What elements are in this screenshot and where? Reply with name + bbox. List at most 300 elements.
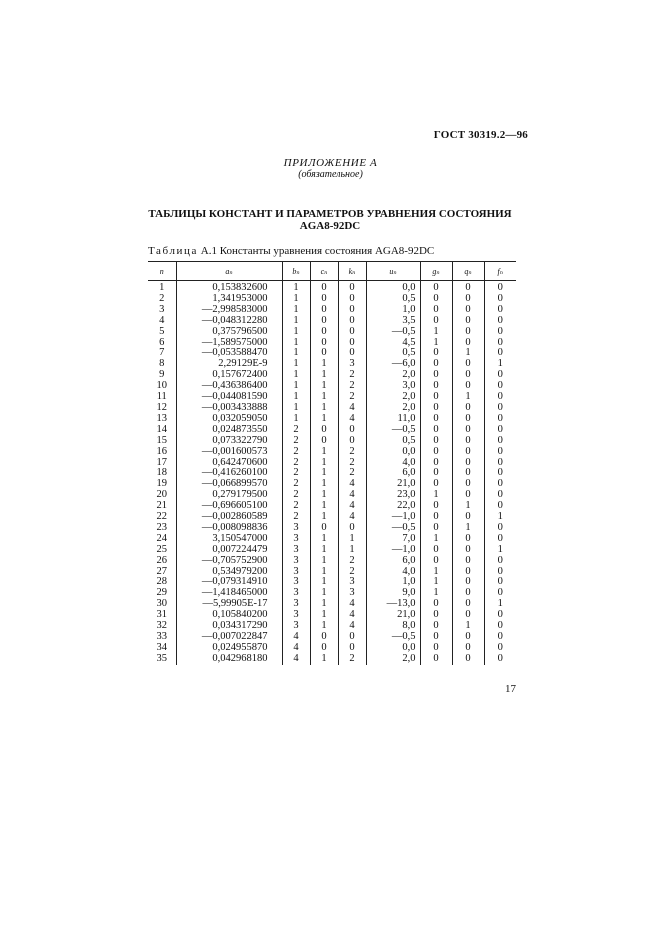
col-k-header: kₙ: [338, 262, 366, 281]
col-c-cell: 1: [310, 501, 338, 512]
col-u-cell: 6,0: [366, 556, 420, 567]
col-f-cell: 0: [484, 577, 516, 588]
table-row: [148, 534, 516, 545]
col-g-cell: 1: [420, 338, 452, 349]
col-n-cell: 17: [156, 456, 167, 468]
col-b-cell: 3: [282, 556, 310, 567]
col-u-cell: 4,0: [366, 567, 420, 578]
col-n-cell: 27: [156, 565, 167, 577]
col-q-cell: 1: [452, 501, 484, 512]
table-row: [148, 599, 516, 610]
table-row: [148, 436, 516, 447]
col-g-cell: 0: [420, 436, 452, 447]
col-u-cell: 2,0: [366, 370, 420, 381]
col-g-cell: 0: [420, 414, 452, 425]
col-b-cell: 3: [282, 534, 310, 545]
col-u-cell: 0,0: [366, 447, 420, 458]
col-n-cell: 29: [156, 587, 167, 599]
col-c-cell: 1: [310, 392, 338, 403]
col-g-header: gₙ: [420, 262, 452, 281]
col-f-cell: 0: [484, 447, 516, 458]
col-k-cell: 4: [338, 501, 366, 512]
col-c-cell: 0: [310, 425, 338, 436]
col-k-cell: 4: [338, 403, 366, 414]
table-row: [148, 632, 516, 643]
col-q-cell: 0: [452, 468, 484, 479]
col-g-cell: 1: [420, 567, 452, 578]
col-u-cell: 23,0: [366, 490, 420, 501]
col-f-cell: 0: [484, 425, 516, 436]
col-f-cell: 0: [484, 381, 516, 392]
col-f-cell: 0: [484, 327, 516, 338]
col-b-cell: 3: [282, 621, 310, 632]
col-k-cell: 2: [338, 556, 366, 567]
col-u-cell: 0,5: [366, 294, 420, 305]
col-g-cell: 0: [420, 403, 452, 414]
col-a-cell: —2,998583000: [176, 305, 282, 316]
col-b-cell: 2: [282, 468, 310, 479]
col-b-cell: 1: [282, 305, 310, 316]
col-n-header: n: [148, 262, 176, 281]
col-u-cell: —0,5: [366, 327, 420, 338]
col-n-cell: 34: [156, 641, 167, 653]
col-a-cell: —1,418465000: [176, 588, 282, 599]
col-b-cell: 3: [282, 567, 310, 578]
col-n-cell: 7: [159, 347, 165, 359]
col-f-cell: 0: [484, 501, 516, 512]
col-c-cell: 1: [310, 370, 338, 381]
col-u-cell: —0,5: [366, 632, 420, 643]
table-row: [148, 359, 516, 370]
col-f-cell: 0: [484, 316, 516, 327]
col-k-cell: 0: [338, 327, 366, 338]
col-g-cell: 0: [420, 370, 452, 381]
col-k-cell: 2: [338, 468, 366, 479]
col-b-cell: 2: [282, 490, 310, 501]
col-q-cell: 0: [452, 599, 484, 610]
table-caption-text: А.1 Константы уравнения состояния AGA8-92DC: [200, 245, 435, 257]
col-a-cell: 0,105840200: [176, 610, 282, 621]
col-g-cell: 0: [420, 632, 452, 643]
col-c-cell: 1: [310, 414, 338, 425]
col-b-cell: 1: [282, 327, 310, 338]
col-u-cell: 22,0: [366, 501, 420, 512]
col-c-cell: 0: [310, 436, 338, 447]
col-q-cell: 0: [452, 534, 484, 545]
col-a-cell: 0,534979200: [176, 567, 282, 578]
col-n-cell: 21: [156, 500, 167, 512]
col-c-cell: 1: [310, 621, 338, 632]
table-row: [148, 281, 516, 294]
col-k-cell: 2: [338, 458, 366, 469]
col-q-cell: 1: [452, 621, 484, 632]
col-b-cell: 1: [282, 381, 310, 392]
col-c-cell: 0: [310, 294, 338, 305]
col-q-cell: 0: [452, 281, 484, 294]
col-u-cell: 8,0: [366, 621, 420, 632]
col-k-cell: 4: [338, 610, 366, 621]
col-a-cell: —0,048312280: [176, 316, 282, 327]
section-heading: [140, 208, 520, 232]
col-q-cell: 0: [452, 632, 484, 643]
col-q-cell: 0: [452, 305, 484, 316]
col-a-cell: 0,157672400: [176, 370, 282, 381]
col-g-cell: 1: [420, 534, 452, 545]
col-k-cell: 2: [338, 392, 366, 403]
col-b-cell: 1: [282, 370, 310, 381]
col-n-cell: 23: [156, 521, 167, 533]
col-b-cell: 3: [282, 610, 310, 621]
section-heading-line2: AGA8-92DC: [299, 220, 361, 232]
table-row: [148, 523, 516, 534]
col-c-cell: 0: [310, 348, 338, 359]
col-n-cell: 33: [156, 631, 167, 642]
col-a-cell: 2,29129E-9: [176, 359, 282, 370]
col-a-cell: 0,375796500: [176, 327, 282, 338]
col-q-cell: 0: [452, 512, 484, 523]
col-f-cell: 0: [484, 414, 516, 425]
col-q-cell: 0: [452, 643, 484, 654]
col-k-cell: 2: [338, 381, 366, 392]
col-g-cell: 0: [420, 599, 452, 610]
col-a-cell: —0,002860589: [176, 512, 282, 523]
col-q-cell: 0: [452, 458, 484, 469]
col-b-cell: 1: [282, 338, 310, 349]
col-g-cell: 0: [420, 643, 452, 654]
col-q-cell: 0: [452, 490, 484, 501]
col-f-cell: 0: [484, 392, 516, 403]
col-b-cell: 1: [282, 392, 310, 403]
col-k-cell: 1: [338, 545, 366, 556]
col-g-cell: 0: [420, 654, 452, 665]
col-c-cell: 0: [310, 327, 338, 338]
standard-number: ГОСТ 30319.2—96: [433, 129, 528, 141]
col-n-cell: 24: [156, 532, 167, 544]
col-a-cell: —0,416260100: [176, 468, 282, 479]
col-n-cell: 25: [156, 543, 167, 555]
col-c-cell: 1: [310, 545, 338, 556]
col-f-cell: 0: [484, 534, 516, 545]
col-b-cell: 2: [282, 501, 310, 512]
col-n-cell: 4: [159, 314, 165, 326]
col-u-cell: 21,0: [366, 479, 420, 490]
col-g-cell: 0: [420, 621, 452, 632]
col-a-cell: —0,705752900: [176, 556, 282, 567]
col-b-cell: 4: [282, 632, 310, 643]
col-g-cell: 0: [420, 381, 452, 392]
col-q-cell: 0: [452, 414, 484, 425]
col-f-cell: 0: [484, 436, 516, 447]
col-u-cell: 4,5: [366, 338, 420, 349]
col-g-cell: 0: [420, 556, 452, 567]
col-q-cell: 0: [452, 370, 484, 381]
col-k-cell: 3: [338, 577, 366, 588]
col-u-cell: 3,5: [366, 316, 420, 327]
appendix-subtitle: (обязательное): [298, 169, 363, 180]
col-a-cell: 0,279179500: [176, 490, 282, 501]
col-c-cell: 0: [310, 305, 338, 316]
col-n-cell: 18: [156, 467, 167, 479]
col-k-cell: 0: [338, 281, 366, 294]
col-f-cell: 0: [484, 370, 516, 381]
col-n-cell: 13: [156, 412, 167, 424]
col-u-cell: —0,5: [366, 523, 420, 534]
col-q-cell: 0: [452, 610, 484, 621]
col-k-cell: 0: [338, 316, 366, 327]
col-q-cell: 0: [452, 479, 484, 490]
col-g-cell: 0: [420, 468, 452, 479]
table-row: [148, 348, 516, 359]
col-n-cell: 2: [159, 292, 165, 304]
col-f-cell: 0: [484, 490, 516, 501]
col-b-cell: 2: [282, 436, 310, 447]
table-row: [148, 610, 516, 621]
col-a-cell: 0,642470600: [176, 458, 282, 469]
col-q-cell: 0: [452, 545, 484, 556]
constants-table: [148, 261, 516, 665]
col-c-cell: 1: [310, 654, 338, 665]
col-q-header: qₙ: [452, 262, 484, 281]
table-row: [148, 403, 516, 414]
table-row: [148, 556, 516, 567]
col-q-cell: 0: [452, 588, 484, 599]
table-row: [148, 327, 516, 338]
col-n-cell: 20: [156, 489, 167, 501]
col-g-cell: 1: [420, 327, 452, 338]
appendix-title: ПРИЛОЖЕНИЕ А: [283, 157, 378, 169]
col-n-cell: 22: [156, 511, 167, 523]
col-c-cell: 0: [310, 632, 338, 643]
col-n-cell: 3: [159, 303, 165, 315]
col-g-cell: 0: [420, 512, 452, 523]
col-u-cell: 9,0: [366, 588, 420, 599]
table-row: [148, 654, 516, 665]
col-q-cell: 0: [452, 338, 484, 349]
col-f-cell: 0: [484, 621, 516, 632]
col-n-cell: 1: [159, 282, 165, 293]
col-u-cell: 0,0: [366, 643, 420, 654]
col-u-cell: —0,5: [366, 425, 420, 436]
table-caption: [148, 245, 434, 257]
col-k-cell: 0: [338, 425, 366, 436]
col-a-cell: —0,044081590: [176, 392, 282, 403]
col-u-cell: 2,0: [366, 654, 420, 665]
col-f-cell: 0: [484, 338, 516, 349]
col-k-cell: 0: [338, 294, 366, 305]
col-u-cell: 3,0: [366, 381, 420, 392]
col-c-cell: 0: [310, 338, 338, 349]
col-c-cell: 1: [310, 458, 338, 469]
col-n-cell: 14: [156, 423, 167, 435]
col-c-cell: 1: [310, 610, 338, 621]
col-q-cell: 0: [452, 381, 484, 392]
col-b-cell: 4: [282, 643, 310, 654]
col-a-cell: 1,341953000: [176, 294, 282, 305]
col-n-cell: 5: [159, 325, 165, 337]
col-u-cell: 6,0: [366, 468, 420, 479]
col-n-cell: 11: [156, 391, 167, 403]
col-a-cell: 0,153832600: [176, 281, 282, 294]
col-q-cell: 0: [452, 436, 484, 447]
col-c-cell: 1: [310, 556, 338, 567]
col-a-header: aₙ: [176, 262, 282, 281]
col-k-cell: 4: [338, 621, 366, 632]
col-k-cell: 2: [338, 654, 366, 665]
col-a-cell: —5,99905E-17: [176, 599, 282, 610]
col-a-cell: 0,042968180: [176, 654, 282, 665]
col-q-cell: 0: [452, 556, 484, 567]
col-f-cell: 1: [484, 359, 516, 370]
col-c-cell: 1: [310, 447, 338, 458]
col-n-cell: 8: [159, 358, 165, 370]
col-b-cell: 1: [282, 281, 310, 294]
col-n-cell: 10: [156, 380, 167, 392]
col-c-cell: 1: [310, 381, 338, 392]
col-k-cell: 0: [338, 523, 366, 534]
col-k-cell: 4: [338, 599, 366, 610]
col-c-cell: 1: [310, 577, 338, 588]
page-number: 17: [505, 683, 516, 695]
col-k-cell: 3: [338, 588, 366, 599]
col-f-cell: 0: [484, 468, 516, 479]
col-a-cell: —0,696605100: [176, 501, 282, 512]
table-header-row: [148, 262, 516, 281]
col-a-cell: —0,079314910: [176, 577, 282, 588]
col-q-cell: 1: [452, 523, 484, 534]
table-row: [148, 414, 516, 425]
col-c-header: cₙ: [310, 262, 338, 281]
col-c-cell: 0: [310, 523, 338, 534]
col-a-cell: —0,003433888: [176, 403, 282, 414]
col-a-cell: —0,066899570: [176, 479, 282, 490]
col-c-cell: 1: [310, 468, 338, 479]
col-q-cell: 0: [452, 425, 484, 436]
col-a-cell: 0,024873550: [176, 425, 282, 436]
col-b-cell: 1: [282, 316, 310, 327]
col-b-cell: 3: [282, 523, 310, 534]
col-k-cell: 0: [338, 643, 366, 654]
col-f-cell: 1: [484, 599, 516, 610]
col-k-cell: 2: [338, 370, 366, 381]
col-g-cell: 0: [420, 523, 452, 534]
col-a-cell: —0,008098836: [176, 523, 282, 534]
col-n-cell: 16: [156, 445, 167, 457]
col-b-cell: 3: [282, 588, 310, 599]
col-g-cell: 0: [420, 425, 452, 436]
col-u-cell: 2,0: [366, 403, 420, 414]
table-caption-label: Таблица: [148, 245, 198, 257]
col-q-cell: 0: [452, 447, 484, 458]
col-g-cell: 0: [420, 501, 452, 512]
col-q-cell: 0: [452, 577, 484, 588]
col-n-cell: 6: [159, 336, 165, 348]
col-a-cell: 0,034317290: [176, 621, 282, 632]
col-b-cell: 1: [282, 294, 310, 305]
col-c-cell: 1: [310, 479, 338, 490]
col-k-cell: 4: [338, 479, 366, 490]
col-g-cell: 0: [420, 348, 452, 359]
col-f-cell: 0: [484, 610, 516, 621]
col-a-cell: —1,589575000: [176, 338, 282, 349]
col-b-cell: 2: [282, 512, 310, 523]
col-c-cell: 1: [310, 599, 338, 610]
col-g-cell: 1: [420, 490, 452, 501]
col-g-cell: 0: [420, 359, 452, 370]
col-c-cell: 0: [310, 643, 338, 654]
col-f-cell: 0: [484, 403, 516, 414]
col-f-cell: 0: [484, 588, 516, 599]
col-q-cell: 1: [452, 348, 484, 359]
col-b-cell: 3: [282, 599, 310, 610]
col-u-cell: 4,0: [366, 458, 420, 469]
col-f-cell: 0: [484, 348, 516, 359]
col-q-cell: 0: [452, 327, 484, 338]
col-c-cell: 0: [310, 281, 338, 294]
col-k-cell: 4: [338, 414, 366, 425]
table-body: [148, 281, 516, 665]
col-f-cell: 0: [484, 281, 516, 294]
col-k-cell: 3: [338, 359, 366, 370]
col-u-cell: —1,0: [366, 545, 420, 556]
col-n-cell: 32: [156, 620, 167, 632]
col-c-cell: 1: [310, 534, 338, 545]
col-f-cell: 0: [484, 654, 516, 665]
col-b-cell: 3: [282, 545, 310, 556]
col-n-cell: 19: [156, 478, 167, 490]
col-n-cell: 30: [156, 598, 167, 610]
col-u-cell: 11,0: [366, 414, 420, 425]
col-q-cell: 0: [452, 316, 484, 327]
col-b-cell: 2: [282, 425, 310, 436]
col-a-cell: —0,007022847: [176, 632, 282, 643]
col-b-cell: 2: [282, 447, 310, 458]
col-q-cell: 0: [452, 359, 484, 370]
col-f-cell: 0: [484, 556, 516, 567]
col-b-cell: 1: [282, 414, 310, 425]
col-n-cell: 35: [156, 652, 167, 664]
col-q-cell: 0: [452, 294, 484, 305]
col-f-cell: 0: [484, 643, 516, 654]
col-q-cell: 1: [452, 392, 484, 403]
col-g-cell: 0: [420, 294, 452, 305]
col-b-cell: 1: [282, 403, 310, 414]
col-q-cell: 0: [452, 403, 484, 414]
col-k-cell: 2: [338, 447, 366, 458]
col-u-cell: 21,0: [366, 610, 420, 621]
col-g-cell: 0: [420, 447, 452, 458]
col-b-cell: 4: [282, 654, 310, 665]
col-c-cell: 1: [310, 490, 338, 501]
col-n-cell: 12: [156, 401, 167, 413]
col-u-cell: 7,0: [366, 534, 420, 545]
col-k-cell: 0: [338, 338, 366, 349]
col-k-cell: 2: [338, 567, 366, 578]
col-f-cell: 0: [484, 305, 516, 316]
col-g-cell: 0: [420, 610, 452, 621]
col-q-cell: 0: [452, 654, 484, 665]
col-u-cell: 0,5: [366, 348, 420, 359]
col-u-header: uₙ: [366, 262, 420, 281]
col-b-cell: 2: [282, 479, 310, 490]
col-b-cell: 3: [282, 577, 310, 588]
col-k-cell: 0: [338, 348, 366, 359]
col-f-cell: 0: [484, 458, 516, 469]
col-g-cell: 1: [420, 577, 452, 588]
col-q-cell: 0: [452, 567, 484, 578]
col-c-cell: 1: [310, 512, 338, 523]
col-f-cell: 0: [484, 523, 516, 534]
col-f-header: fₙ: [484, 262, 516, 281]
